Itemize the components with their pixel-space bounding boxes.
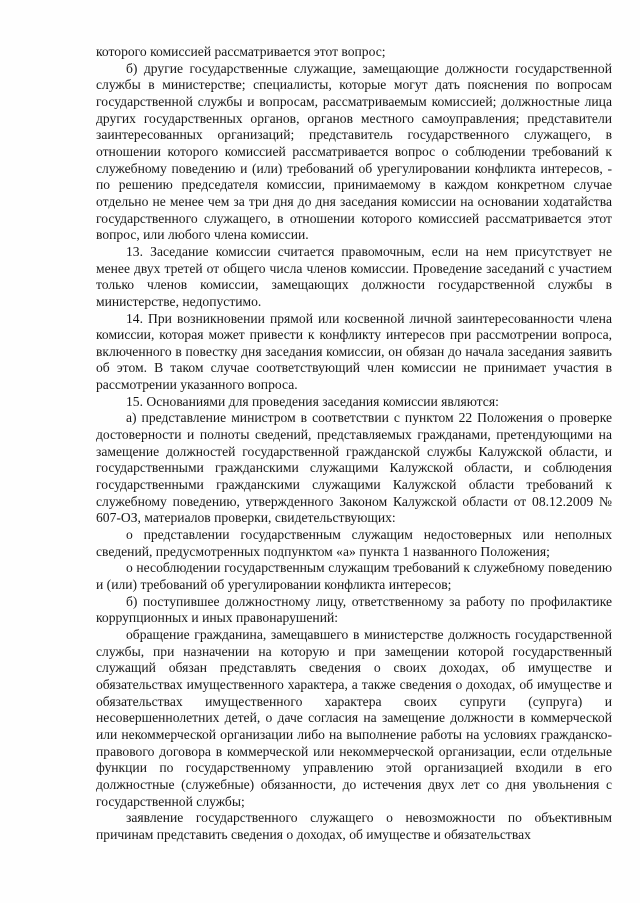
paragraph-15a-item-2: о несоблюдении государственным служащим требований к служебному поведению и (или) требований об урегулировании конфликта интересов; [96, 560, 612, 592]
paragraph-15a-item-1: о представлении государственным служащим недостоверных или неполных сведений, предусмотренных подпунктом «а» пункта 1 названного Положения; [96, 527, 612, 559]
paragraph-15b-item-2: заявление государственного служащего о невозможности по объективным причинам представить сведения о доходах, об имуществе и обязательствах [96, 810, 612, 842]
paragraph-14: 14. При возникновении прямой или косвенной личной заинтересованности члена комиссии, которая может привести к конфликту интересов при рассмотрении вопроса, включенного в повестку дня заседания комиссии, он обязан до начала заседания заявить об этом. В таком случае соответствующий член комиссии не принимает участия в рассмотрении указанного вопроса. [96, 310, 612, 393]
document-body [96, 44, 612, 844]
paragraph-12b: б) другие государственные служащие, замещающие должности государственной службы в министерстве; специалисты, которые могут дать пояснения по вопросам государственной службы и вопросам, рассматриваемым комиссией; должностные лица других государственных органов, органов местного самоуправления; представители заинтересованных организаций; представитель государственного служащего, в отношении которого комиссией рассматривается вопрос о соблюдении требований к служебному поведению и (или) требований об урегулировании конфликта интересов, - по решению председателя комиссии, принимаемому в каждом конкретном случае отдельно не менее чем за три дня до дня заседания комиссии на основании ходатайства государственного служащего, в отношении которого комиссией рассматривается этот вопрос, или любого члена комиссии. [96, 60, 612, 243]
paragraph-13: 13. Заседание комиссии считается правомочным, если на нем присутствует не менее двух третей от общего числа членов комиссии. Проведение заседаний с участием только членов комиссии, замещающих должности государственной службы в министерстве, недопустимо. [96, 243, 612, 309]
paragraph-15b-item-1: обращение гражданина, замещавшего в министерстве должность государственной службы, при назначении на которую и при замещении которой государственный служащий обязан представлять сведения о своих доходах, об имуществе и обязательствах имущественного характера, а также сведения о доходах, об имуществе и обязательствах имущественного характера своих супруги (супруга) и несовершеннолетних детей, о даче согласия на замещение должности в коммерческой или некоммерческой организации либо на выполнение работы на условиях гражданско-правового договора в коммерческой или некоммерческой организации, если отдельные функции по государственному управлению этой организацией входили в его должностные (служебные) обязанности, до истечения двух лет со дня увольнения с государственной службы; [96, 626, 612, 809]
continuation-paragraph: которого комиссией рассматривается этот вопрос; [96, 44, 386, 59]
paragraph-15b: б) поступившее должностному лицу, ответственному за работу по профилактике коррупционных и иных правонарушений: [96, 593, 612, 626]
paragraph-15: 15. Основаниями для проведения заседания комиссии являются: [126, 393, 499, 409]
paragraph-15a: а) представление министром в соответствии с пунктом 22 Положения о проверке достоверности и полноты сведений, представляемых гражданами, претендующими на замещение должностей государственной гражданской службы Калужской области, и государственными гражданскими служащими Калужской области, и соблюдения государственными гражданскими служащими Калужской области требований к служебному поведению, утвержденного Законом Калужской области от 08.12.2009 № 607-ОЗ, материалов проверки, свидетельствующих: [96, 410, 612, 526]
